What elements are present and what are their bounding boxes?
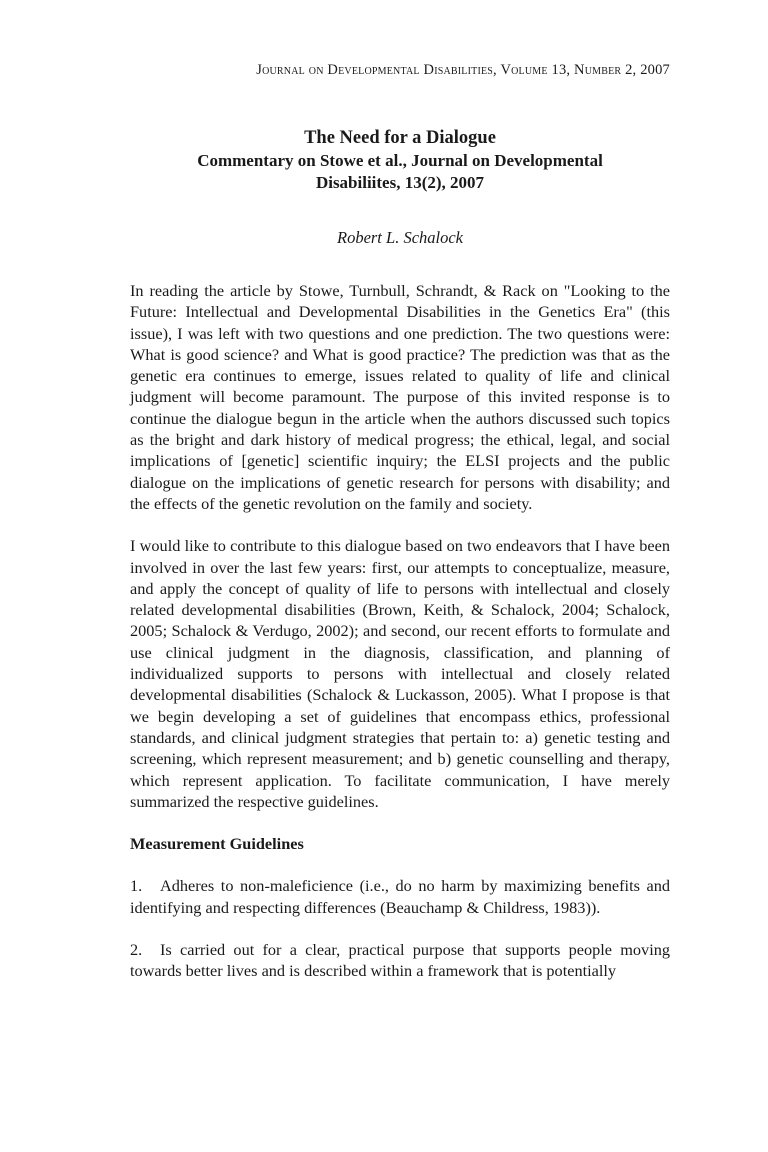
section-heading: Measurement Guidelines [130,834,304,854]
article-subtitle-line1: Commentary on Stowe et al., Journal on Developmental [197,151,603,170]
guideline-item [130,939,670,982]
guideline-number: 2. [130,940,143,960]
article-title: The Need for a Dialogue [304,128,496,148]
article-body [130,280,670,1003]
guideline-number: 1. [130,876,143,896]
author-name: Robert L. Schalock [336,228,463,247]
guideline-text: Adheres to non-maleficience (i.e., do no harm by maximizing benefits and identifying and respecting differences (Beauchamp & Childress, 1983)). [130,876,670,917]
guideline-item [130,875,670,918]
paragraph-contribution: I would like to contribute to this dialogue based on two endeavors that I have been involved in over the last few years: first, our attempts to conceptualize, measure, and apply the concept of quality of life to persons with intellectual and closely related developmental disabilities (Brown, Keith, & Schalock, 2004; Schalock, 2005; Schalock & Verdugo, 2002); and second, our recent efforts to formulate and use clinical judgment in the diagnosis, classification, and planning of individualized supports to persons with intellectual and closely related developmental disabilities (Schalock & Luckasson, 2005). What I propose is that we begin developing a set of guidelines that encompass ethics, professional standards, and clinical judgment strategies that pertain to: a) genetic testing and screening, which represent measurement; and b) genetic counselling and therapy, which represent application. To facilitate communication, I have merely summarized the respective guidelines. [130,536,670,811]
article-subtitle-line2: Disabiliites, 13(2), 2007 [315,173,485,192]
paragraph-intro: In reading the article by Stowe, Turnbull, Schrandt, & Rack on "Looking to the Future: Intellectual and Developmental Disabilities in the Genetics Era" (this issue), I was left with two questions and one prediction. The two questions were: What is good science? and What is good practice? The prediction was that as the genetic era continues to emerge, issues related to quality of life and clinical judgment will become paramount. The purpose of this invited response is to continue the dialogue begun in the article when the authors discussed such topics as the bright and dark history of medical progress; the ethical, legal, and social implications of [genetic] scientific inquiry; the ELSI projects and the public dialogue on the implications of genetic research for persons with disability; and the effects of the genetic revolution on the family and society. [130,281,670,513]
title-block [130,126,670,194]
guideline-text: Is carried out for a clear, practical purpose that supports people moving towards better lives and is described within a framework that is potentially [130,940,670,981]
journal-header: Journal on Developmental Disabilities, Volume 13, Number 2, 2007 [256,62,670,78]
running-header [130,62,670,79]
